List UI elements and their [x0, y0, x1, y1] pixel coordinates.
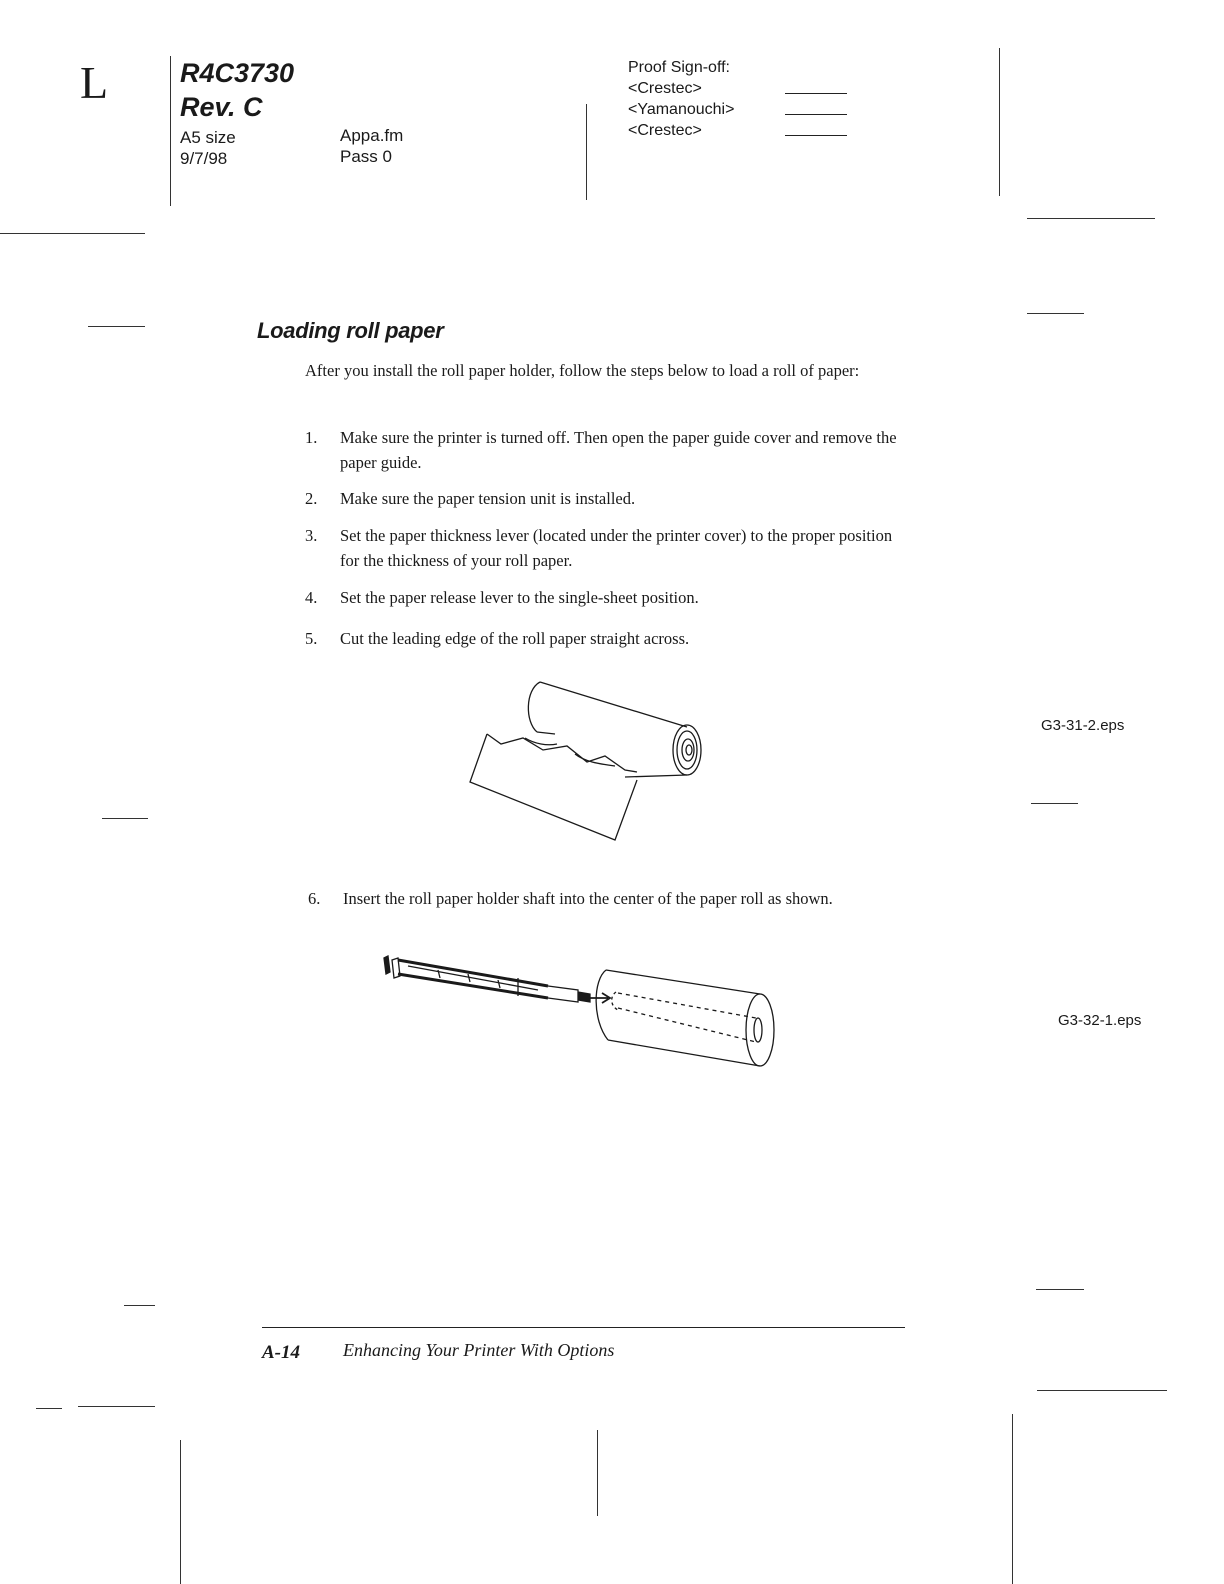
crop-mark [1037, 1390, 1167, 1391]
proof-line-1: <Crestec> [628, 80, 702, 97]
crop-mark [1012, 1414, 1013, 1584]
section-title: Loading roll paper [257, 318, 444, 343]
roll-paper-cut-illustration [465, 672, 710, 847]
crop-mark [88, 326, 145, 327]
doc-revision: Rev. C [180, 92, 263, 122]
crop-mark [1036, 1289, 1084, 1290]
step-number: 3. [305, 526, 318, 545]
step-text: Set the paper thickness lever (located under the printer cover) to the proper position for the thickness of your roll paper. [340, 526, 893, 570]
header-right-rule [999, 48, 1000, 196]
proof-title: Proof Sign-off: [628, 59, 730, 76]
signature-rule-2 [785, 114, 847, 115]
step-2 [305, 486, 905, 511]
chapter-title: Enhancing Your Printer With Options [343, 1340, 615, 1360]
figure-2-label: G3-32-1.eps [1058, 1012, 1142, 1029]
crop-mark [102, 818, 148, 819]
step-number: 2. [305, 489, 318, 508]
doc-size: A5 size [180, 128, 236, 147]
proof-line-3: <Crestec> [628, 122, 702, 139]
holder-shaft-insertion-illustration [378, 948, 783, 1073]
crop-mark [1031, 803, 1078, 804]
step-number: 4. [305, 588, 318, 607]
step-text: Make sure the printer is turned off. Then open the paper guide cover and remove the paper guide. [340, 428, 897, 472]
step-3 [305, 523, 905, 573]
header-center-rule [586, 104, 587, 200]
crop-mark [1027, 313, 1084, 314]
footer-rule [262, 1327, 905, 1328]
step-text: Set the paper release lever to the single-sheet position. [340, 588, 699, 607]
step-4 [305, 585, 905, 610]
step-6 [308, 886, 908, 911]
crop-mark [0, 233, 145, 234]
page-number: A-14 [262, 1342, 300, 1363]
intro-paragraph: After you install the roll paper holder, follow the steps below to load a roll of paper: [305, 361, 860, 380]
crop-mark [180, 1440, 181, 1584]
step-text: Insert the roll paper holder shaft into the center of the paper roll as shown. [343, 889, 833, 908]
doc-id: R4C3730 [180, 58, 295, 88]
header-left-rule [170, 56, 171, 206]
crop-mark [124, 1305, 155, 1306]
step-5 [305, 626, 905, 651]
signature-rule-1 [785, 93, 847, 94]
signature-rule-3 [785, 135, 847, 136]
doc-date: 9/7/98 [180, 149, 228, 168]
doc-file: Appa.fm [340, 126, 404, 145]
step-1 [305, 425, 905, 475]
doc-pass: Pass 0 [340, 147, 392, 166]
step-number: 6. [308, 889, 321, 908]
corner-letter: L [80, 57, 109, 108]
step-text: Cut the leading edge of the roll paper straight across. [340, 629, 690, 648]
step-text: Make sure the paper tension unit is installed. [340, 489, 636, 508]
crop-mark [78, 1406, 155, 1407]
crop-mark [36, 1408, 62, 1409]
proof-line-2: <Yamanouchi> [628, 101, 735, 118]
crop-mark [597, 1430, 598, 1516]
crop-mark [1027, 218, 1155, 219]
figure-1-label: G3-31-2.eps [1041, 717, 1125, 734]
step-number: 5. [305, 629, 318, 648]
step-number: 1. [305, 428, 318, 447]
